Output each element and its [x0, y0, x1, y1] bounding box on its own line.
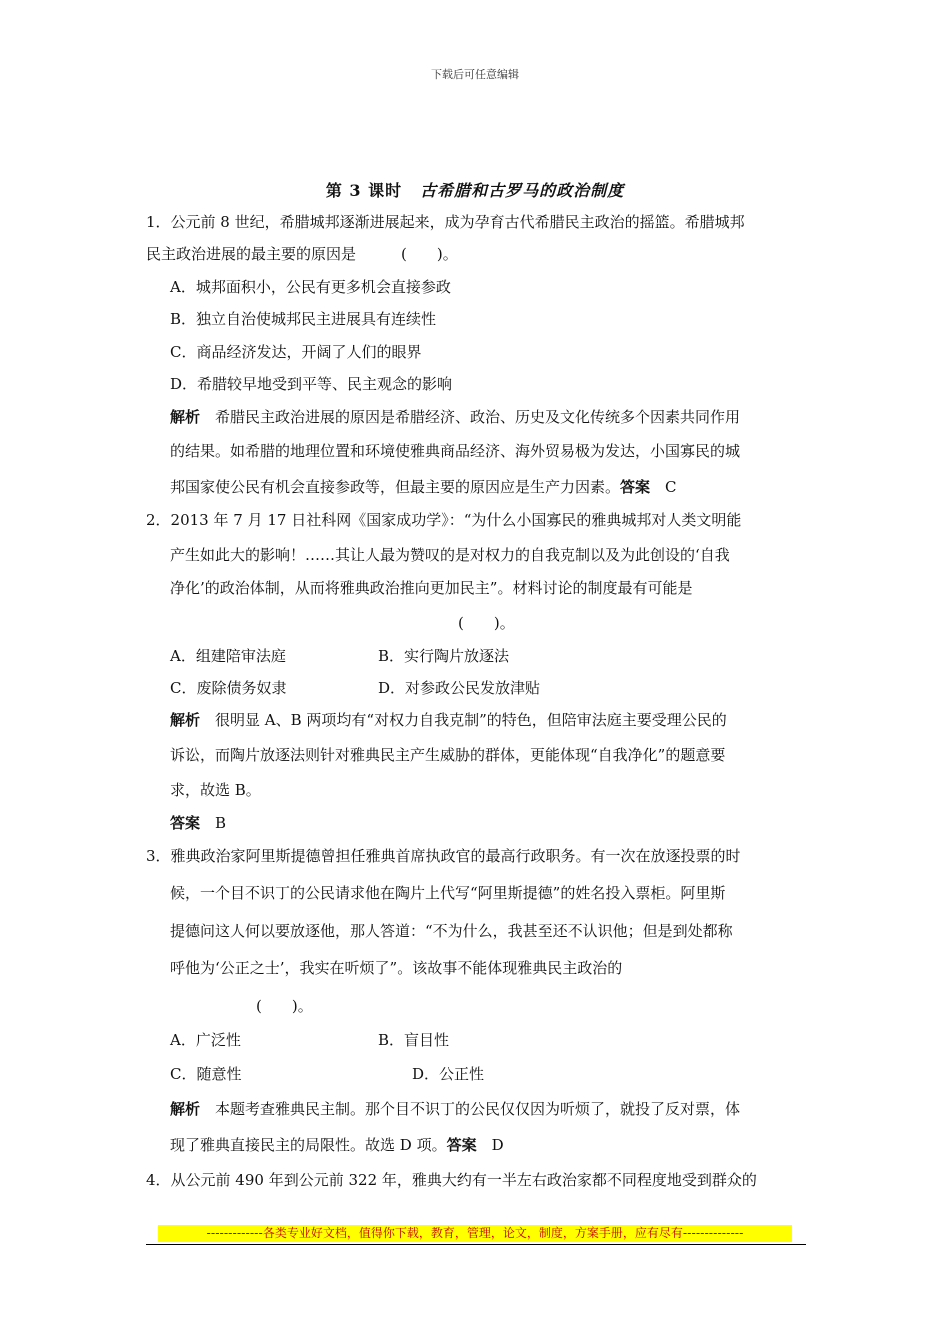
q2-option-a: A．组建陪审法庭 [170, 647, 286, 665]
q2-analysis-line-2: 诉讼，而陶片放逐法则针对雅典民主产生威胁的群体，更能体现“自我净化”的题意要 [170, 746, 726, 764]
q3-stem-line-2: 候，一个目不识丁的公民请求他在陶片上代写“阿里斯提德”的姓名投入票柜。阿里斯 [170, 884, 726, 902]
q1-option-a: A．城邦面积小，公民有更多机会直接参政 [170, 278, 451, 296]
q2-option-b: B．实行陶片放逐法 [378, 647, 510, 665]
q2-option-c: C．废除债务奴隶 [170, 679, 287, 697]
q2-analysis-line-3: 求，故选 B。 [170, 781, 261, 799]
page-title [0, 178, 950, 201]
q1-option-c: C．商品经济发达，开阔了人们的眼界 [170, 343, 422, 361]
q1-analysis-line-1: 解析 希腊民主政治进展的原因是希腊经济、政治、历史及文化传统多个因素共同作用 [170, 408, 741, 426]
q2-stem-line-3: 净化’的政治体制，从而将雅典政治推向更加民主”。材料讨论的制度最有可能是 [170, 579, 693, 597]
q1-stem-line-2: 民主政治进展的最主要的原因是 ( )。 [146, 245, 458, 263]
q2-answer-blank: ( )。 [458, 614, 515, 632]
q2-stem-line-2: 产生如此大的影响！……其让人最为赞叹的是对权力的自我克制以及为此创设的‘自我 [170, 546, 730, 564]
q3-option-a: A．广泛性 [170, 1031, 241, 1049]
footer-divider [146, 1244, 806, 1245]
lesson-topic: 古希腊和古罗马的政治制度 [420, 181, 625, 200]
q2-option-d: D．对参政公民发放津贴 [378, 679, 541, 697]
q1-analysis-line-2: 的结果。如希腊的地理位置和环境使雅典商品经济、海外贸易极为发达，小国寡民的城 [170, 442, 741, 460]
q3-stem-line-4: 呼他为‘公正之士’，我实在听烦了”。该故事不能体现雅典民主政治的 [170, 959, 623, 977]
q3-analysis-line-2: 现了雅典直接民主的局限性。故选 D 项。答案 D [170, 1136, 504, 1154]
footer-banner: -------------各类专业好文档，值得你下载，教育，管理，论文，制度，方案手册，应有尽有-------------- [158, 1225, 792, 1242]
q3-answer-blank: ( )。 [256, 997, 313, 1015]
q1-option-d: D．希腊较早地受到平等、民主观念的影响 [170, 375, 453, 393]
q3-stem-line-3: 提德问这人何以要放逐他，那人答道：“不为什么，我甚至还不认识他；但是到处都称 [170, 922, 733, 940]
q2-answer: 答案 B [170, 814, 227, 832]
q3-option-c: C．随意性 [170, 1065, 242, 1083]
q2-analysis-line-1: 解析 很明显 A、B 两项均有“对权力自我克制”的特色，但陪审法庭主要受理公民的 [170, 711, 727, 729]
q3-analysis-line-1: 解析 本题考查雅典民主制。那个目不识丁的公民仅仅因为听烦了，就投了反对票，体 [170, 1100, 741, 1118]
q1-stem-line-1: 1．公元前 8 世纪，希腊城邦逐渐进展起来，成为孕育古代希腊民主政治的摇篮。希腊城邦 [146, 213, 745, 231]
q1-option-b: B．独立自治使城邦民主进展具有连续性 [170, 310, 437, 328]
q1-analysis-line-3: 邦国家使公民有机会直接参政等，但最主要的原因应是生产力因素。答案 C [170, 478, 677, 496]
q2-stem-line-1: 2．2013 年 7 月 17 日社科网《国家成功学》：“为什么小国寡民的雅典城邦对人类文明能 [146, 511, 742, 529]
q3-option-d: D．公正性 [412, 1065, 485, 1083]
q3-option-b: B．盲目性 [378, 1031, 450, 1049]
lesson-number: 第 3 课时 [325, 181, 403, 200]
header-note: 下载后可任意编辑 [431, 68, 519, 81]
q3-stem-line-1: 3．雅典政治家阿里斯提德曾担任雅典首席执政官的最高行政职务。有一次在放逐投票的时 [146, 847, 741, 865]
q4-stem-line-1: 4．从公元前 490 年到公元前 322 年，雅典大约有一半左右政治家都不同程度地受到群众的 [146, 1171, 757, 1189]
